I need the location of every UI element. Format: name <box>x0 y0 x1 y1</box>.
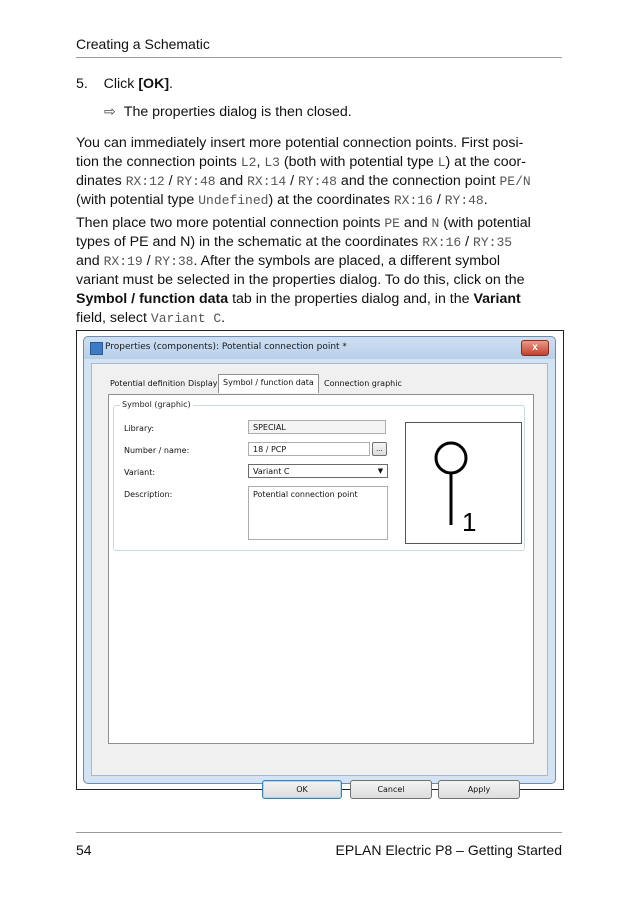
tab-display[interactable]: Display <box>188 379 218 388</box>
header-rule <box>76 57 562 58</box>
p2-line-1: Then place two more potential connection points PE and N (with potential <box>76 215 531 231</box>
p1-line-2: tion the connection points L2, L3 (both with potential type L) at the coor- <box>76 154 526 170</box>
cancel-button[interactable]: Cancel <box>350 780 432 799</box>
paragraph-1 <box>76 134 564 210</box>
paragraph-2 <box>76 214 564 328</box>
library-label: Library: <box>124 424 155 433</box>
number-name-field[interactable]: 18 / PCP <box>248 442 370 456</box>
page-number: 54 <box>76 842 92 858</box>
dialog-titlebar <box>84 337 555 359</box>
variant-select[interactable] <box>248 464 388 478</box>
dialog-client <box>91 363 548 794</box>
step-5 <box>76 75 564 94</box>
p2-line-4: variant must be selected in the properties dialog. To do this, click on the <box>76 272 525 288</box>
browse-button[interactable]: ... <box>372 442 387 456</box>
tab-symbol-function-data[interactable]: Symbol / function data <box>218 374 319 393</box>
step-tail: . <box>169 76 173 92</box>
running-header: Creating a Schematic <box>76 36 210 52</box>
tab-connection-graphic[interactable]: Connection graphic <box>324 379 402 388</box>
symbol-group <box>113 400 525 551</box>
tab-panel <box>108 394 534 744</box>
apply-button[interactable]: Apply <box>438 780 520 799</box>
p2-line-2: types of PE and N) in the schematic at the coordinates RX:16 / RY:35 <box>76 234 513 250</box>
footer-rule <box>76 832 562 833</box>
arrow-right-outline-icon: ⇨ <box>104 104 116 120</box>
variant-label: Variant: <box>124 468 156 477</box>
ok-button[interactable]: OK <box>262 780 342 799</box>
p1-line-4: (with potential type Undefined) at the coordinates RX:16 / RY:48. <box>76 192 488 208</box>
p2-line-3: and RX:19 / RY:38. After the symbols are placed, a different symbol <box>76 253 500 269</box>
step-result <box>104 103 564 122</box>
description-label: Description: <box>124 490 173 499</box>
number-name-label: Number / name: <box>124 446 190 455</box>
description-field[interactable]: Potential connection point <box>248 486 388 540</box>
close-button[interactable]: x <box>521 340 549 356</box>
book-title: EPLAN Electric P8 – Getting Started <box>335 842 562 858</box>
eplan-app-icon <box>90 342 103 355</box>
library-field: SPECIAL <box>248 420 386 434</box>
chevron-down-icon: ▼ <box>377 467 384 475</box>
tab-potential-definition[interactable]: Potential definition <box>110 379 186 388</box>
p2-line-5: Symbol / function data tab in the properties dialog and, in the Variant <box>76 291 521 307</box>
variant-value: Variant C <box>253 467 290 476</box>
preview-number: 1 <box>462 507 477 537</box>
step-text: Click <box>103 76 139 92</box>
dialog-screenshot <box>76 330 564 794</box>
step-number: 5. <box>76 76 88 92</box>
step-ok-ref: [OK] <box>138 76 170 92</box>
p1-line-1: You can immediately insert more potential connection points. First posi- <box>76 135 524 151</box>
p2-line-6: field, select Variant C. <box>76 310 226 326</box>
potential-connection-point-symbol <box>406 423 521 543</box>
p1-line-3: dinates RX:12 / RY:48 and RX:14 / RY:48 and the connection point PE/N <box>76 173 531 189</box>
dialog-title: Properties (components): Potential connection point * <box>105 342 347 352</box>
symbol-preview <box>405 422 522 544</box>
properties-dialog <box>83 336 556 794</box>
group-title: Symbol (graphic) <box>122 400 191 409</box>
step-result-text: The properties dialog is then closed. <box>123 104 352 120</box>
